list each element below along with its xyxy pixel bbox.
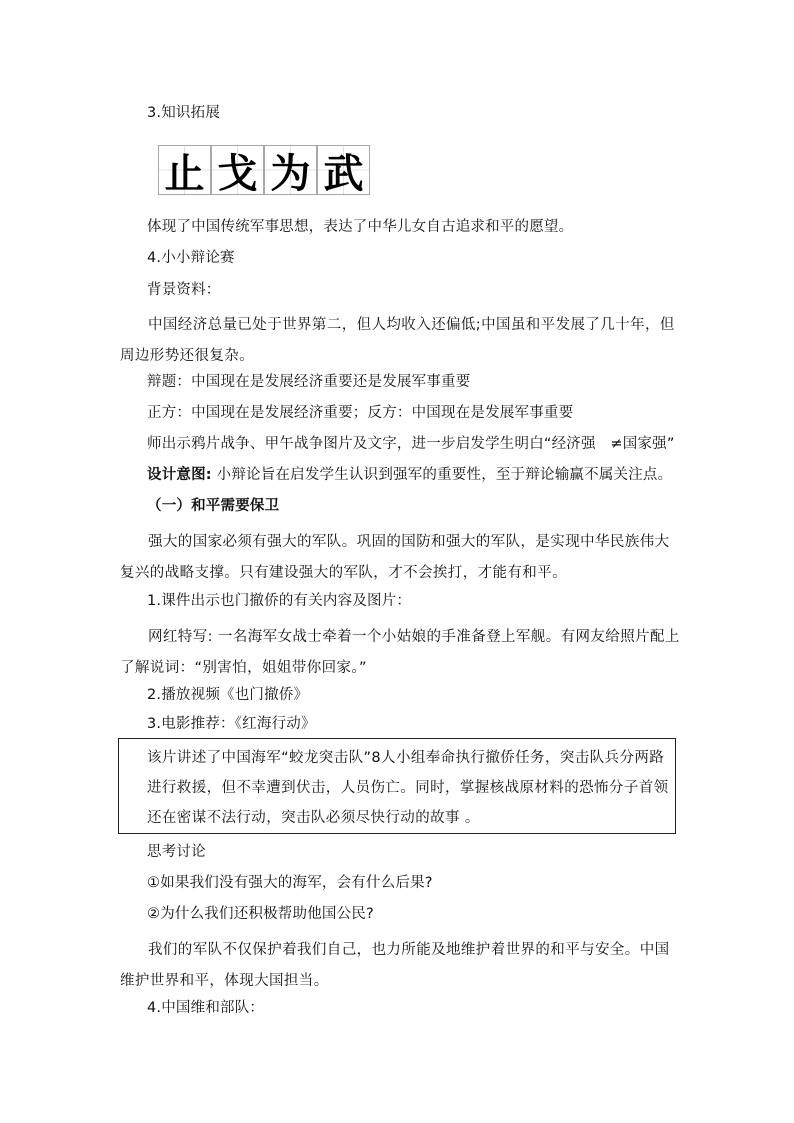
background-label: 背景资料： [147,282,221,298]
meaning-paragraph: 体现了中国传统军事思想，表达了中华儿女自古追求和平的愿望。 [147,219,574,235]
item4: 4.中国维和部队： [147,1000,265,1016]
calligraphy-image [158,145,370,195]
design-intent [147,465,672,485]
calligraphy-char-3: 为 [264,145,317,195]
design-intent-text: 小辩论旨在启发学生认识到强军的重要性，至于辩论输赢不属关注点。 [211,467,673,483]
army-peace-paragraph: 我们的军队不仅保护着我们自己，也力所能及地维护着世界的和平与安全。中国维护世界和平，体现大国担当。 [120,942,670,989]
question-2: ②为什么我们还积极帮助他国公民? [147,906,374,922]
debate-sides: 正方：中国现在是发展经济重要；反方：中国现在是发展军事重要 [147,405,574,421]
heading-peace: （一）和平需要保卫 [147,498,280,514]
debate-topic: 辩题：中国现在是发展经济重要还是发展军事重要 [147,374,471,390]
closeup-paragraph: 网红特写: 一名海军女战士牵着一个小姑娘的手准备登上军舰。有网友给照片配上了解说词：“别害怕，姐姐带你回家。” [120,629,680,676]
question-1: ①如果我们没有强大的海军，会有什么后果? [147,875,433,891]
strong-army-paragraph: 强大的国家必须有强大的军队。巩固的国防和强大的军队，是实现中华民族伟大复兴的战略支撑。只有建设强大的军队，才不会挨打，才能有和平。 [120,534,670,581]
calligraphy-char-4: 武 [317,145,370,195]
item2: 2.播放视频《也门撤侨》 [147,687,309,703]
item3: 3.电影推荐：《红海行动》 [147,716,316,732]
item1: 1.课件出示也门撤侨的有关内容及图片： [147,593,412,609]
film-summary-box: 该片讲述了中国海军“蛟龙突击队”8人小组奉命执行撤侨任务，突击队兵分两路进行救援，但不幸遭到伏击，人员伤亡。同时，掌握核战原材料的恐怖分子首领还在密谋不法行动，突击队必须尽快行动的故事 。 [118,738,676,834]
section4-title: 4.小小辩论赛 [147,250,235,266]
teacher-show-paragraph: 师出示鸦片战争、甲午战争图片及文字，进一步启发学生明白“经济强 ≠国家强” [147,436,675,452]
calligraphy-char-2: 戈 [211,145,264,195]
section3-title: 3.知识拓展 [147,105,221,121]
background-paragraph: 中国经济总量已处于世界第二，但人均收入还偏低;中国虽和平发展了几十年，但周边形势还很复杂。 [120,317,675,364]
discuss-label: 思考讨论 [147,844,206,860]
design-intent-label: 设计意图: [147,467,212,483]
calligraphy-char-1: 止 [158,145,211,195]
